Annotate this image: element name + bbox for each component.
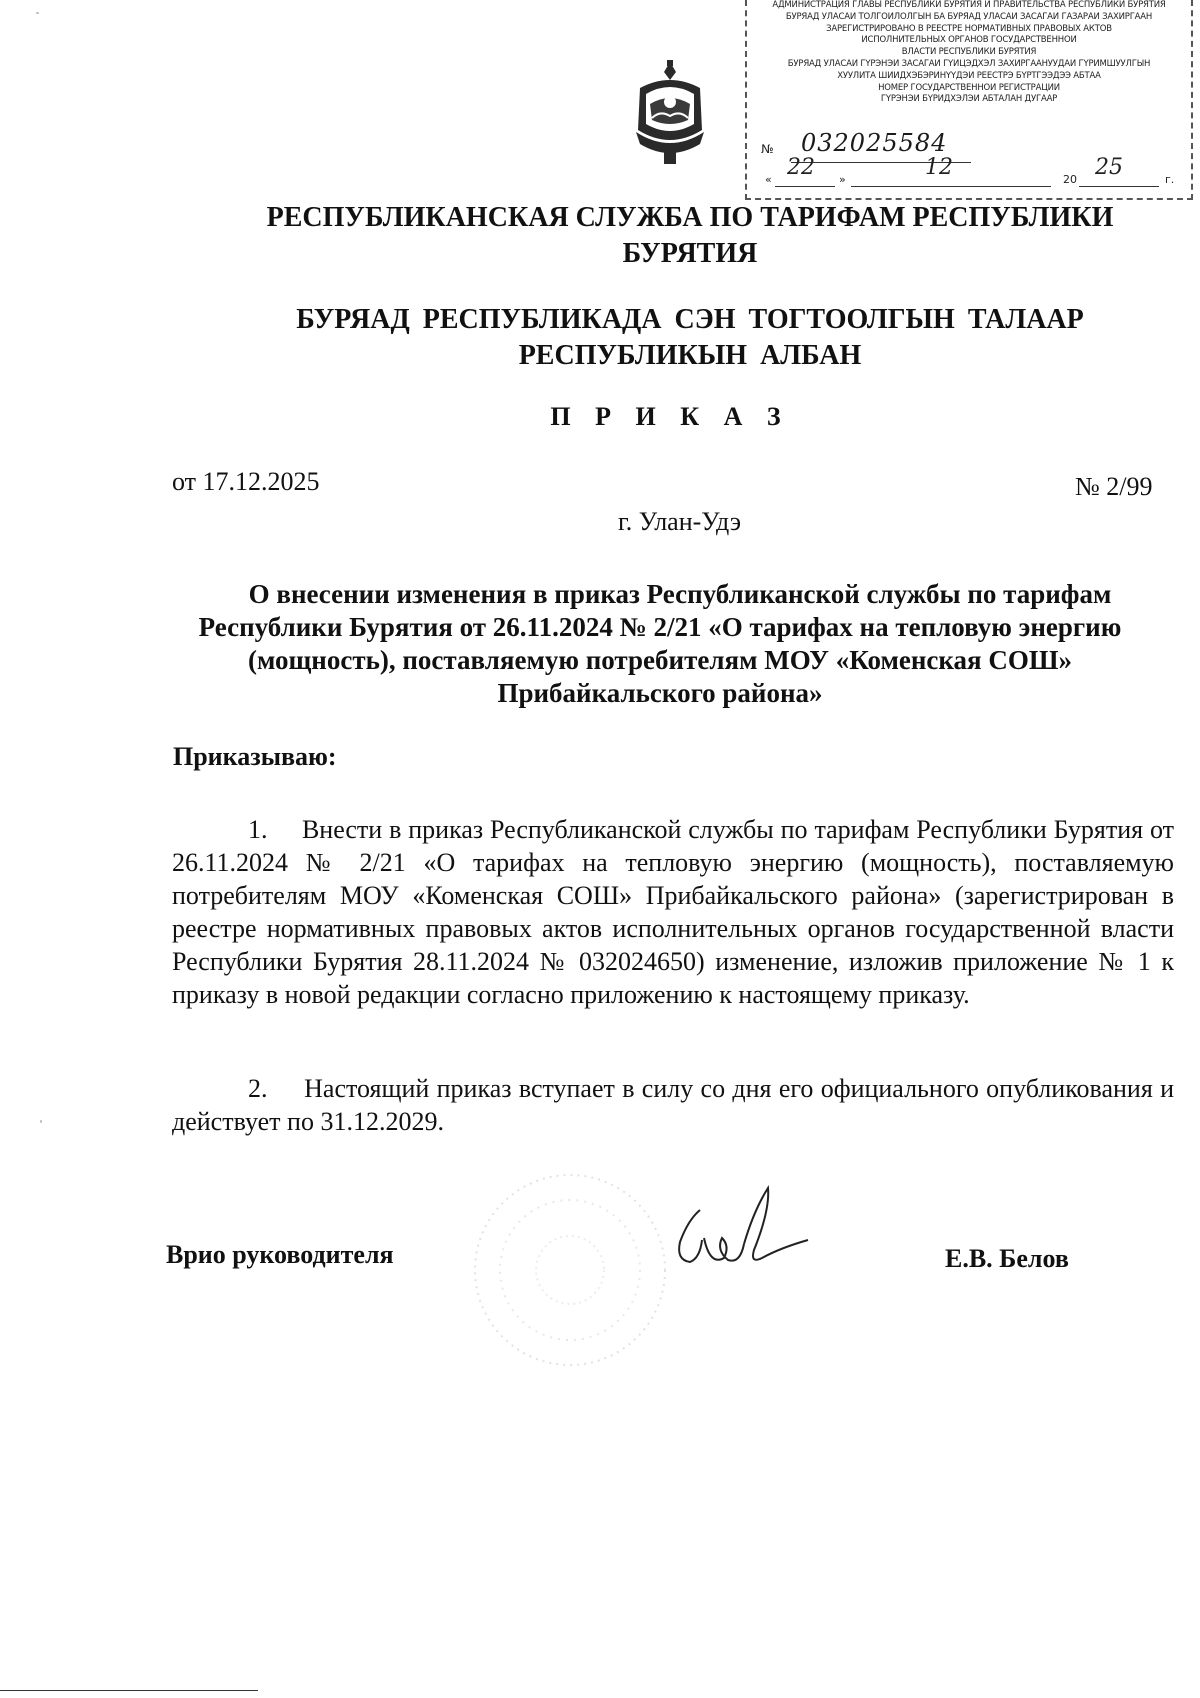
scan-edge-line [0, 1690, 258, 1691]
order-number: № 2/99 [1075, 472, 1153, 501]
order-city: г. Улан-Удэ [618, 507, 742, 536]
faint-seal-impression [450, 1170, 690, 1370]
stamp-line: АДМИНИСТРАЦИЯ ГЛАВЫ РЕСПУБЛИКИ БУРЯТИЯ И ПРАВИТЕЛЬСТВА РЕСПУБЛИКИ БУРЯТИЯ [772, 0, 1166, 10]
stamp-number-label: № [761, 142, 774, 156]
handwritten-signature [670, 1180, 810, 1290]
stamp-number-value: 032025584 [801, 129, 948, 157]
stamp-date-suffix: г. [1165, 173, 1175, 186]
org-name-buryat [240, 302, 1140, 374]
stamp-line: БУРЯАД УЛАСАЙ ТОЛГОЙЛОЛГЫН БА БУРЯАД УЛАСАЙ ЗАСАГАЙ ГАЗАРАЙ ЗАХИРГААН [785, 11, 1153, 22]
order-subject [140, 578, 1180, 710]
order-item-2 [172, 1072, 1174, 1138]
org-name-russian [240, 200, 1140, 272]
subject-line2: Республики Бурятия от 26.11.2024 № 2/21 «О тарифах на тепловую энергию [198, 612, 1122, 642]
stamp-date-day: 22 [787, 155, 815, 180]
stamp-line: НОМЕР ГОСУДАРСТВЕННОЙ РЕГИСТРАЦИИ [878, 82, 1060, 93]
subject-line1: О внесении изменения в приказ Республиканской службы по тарифам [248, 579, 1112, 609]
coat-of-arms-emblem [630, 58, 710, 168]
stamp-date-open-quote: « [765, 173, 772, 186]
order-date: от 17.12.2025 [172, 467, 320, 496]
scan-speck [36, 12, 39, 14]
order-item-1 [172, 813, 1174, 1011]
document-type: П Р И К А З [550, 402, 790, 431]
stamp-line: ВЛАСТИ РЕСПУБЛИКИ БУРЯТИЯ [901, 47, 1037, 58]
org-name-ru-line1: РЕСПУБЛИКАНСКАЯ СЛУЖБА ПО ТАРИФАМ РЕСПУБЛИКИ [266, 202, 1114, 233]
registration-stamp [745, 0, 1193, 200]
stamp-date-day-underline [775, 186, 835, 187]
stamp-line: БУРЯАД УЛАСАЙ ГҮРЭНЭЙ ЗАСАГАЙ ГҮЙЦЭДХЭЛ ЗАХИРГААНУУДАЙ ГҮРИМШУУЛГЫН [787, 58, 1151, 69]
signatory-position: Врио руководителя [166, 1240, 394, 1269]
stamp-date-year-prefix: 20 [1063, 173, 1077, 186]
stamp-date-month-underline [851, 186, 1051, 187]
stamp-registration-date [765, 155, 1185, 194]
scan-speck [40, 1120, 42, 1123]
org-name-bua-line2: РЕСПУБЛИКЫН АЛБАН [518, 340, 862, 371]
stamp-line: ЗАРЕГИСТРИРОВАНО В РЕЕСТРЕ НОРМАТИВНЫХ ПРАВОВЫХ АКТОВ [826, 23, 1112, 34]
order-item-1-number: 1. [248, 815, 268, 844]
stamp-date-month: 12 [925, 155, 953, 180]
stamp-line: ИСПОЛНИТЕЛЬНЫХ ОРГАНОВ ГОСУДАРСТВЕННОЙ [861, 35, 1077, 46]
stamp-date-close-quote: » [839, 173, 846, 186]
signatory-name: Е.В. Белов [945, 1244, 1069, 1273]
org-name-bua-line1: БУРЯАД РЕСПУБЛИКАДА СЭН ТОГТООЛГЫН ТАЛААР [296, 304, 1084, 335]
stamp-date-year-underline [1079, 186, 1159, 187]
org-name-ru-line2: БУРЯТИЯ [622, 238, 758, 269]
stamp-date-year: 25 [1095, 155, 1123, 180]
stamp-line: ГҮРЭНЭЙ БҮРИДХЭЛЭЙ АБТАЛАН ДУГААР [880, 94, 1058, 105]
order-intro: Приказываю: [173, 742, 337, 771]
subject-line3: (мощность), поставляемую потребителям МОУ «Коменская СОШ» [247, 645, 1073, 675]
order-item-1-text: Внести в приказ Республиканской службы по тарифам Республики Бурятия от 26.11.2024 № 2/21 «О тарифах на тепловую энергию (мощность), поставляемую потребителям МОУ «Коменская СОШ» Прибайкальского района» (зарегистрирован в реестре нормативных правовых актов исполнительных органов государственной власти Республики Бурятия 28.11.2024 № 032024650) изменение, изложив приложение № 1 к приказу в новой редакции согласно приложению к настоящему приказу. [172, 815, 1175, 1009]
subject-line4: Прибайкальского района» [497, 678, 823, 708]
order-item-2-number: 2. [248, 1074, 268, 1103]
order-item-2-text: Настоящий приказ вступает в силу со дня его официального опубликования и действует по 31.12.2029. [172, 1074, 1175, 1136]
stamp-line: ХУУЛИТА ШИИДХЭБЭРИНҮҮДЭЙ РЕЕСТРЭ БҮРТГЭЭДЭЭ АБТАА [837, 70, 1101, 81]
